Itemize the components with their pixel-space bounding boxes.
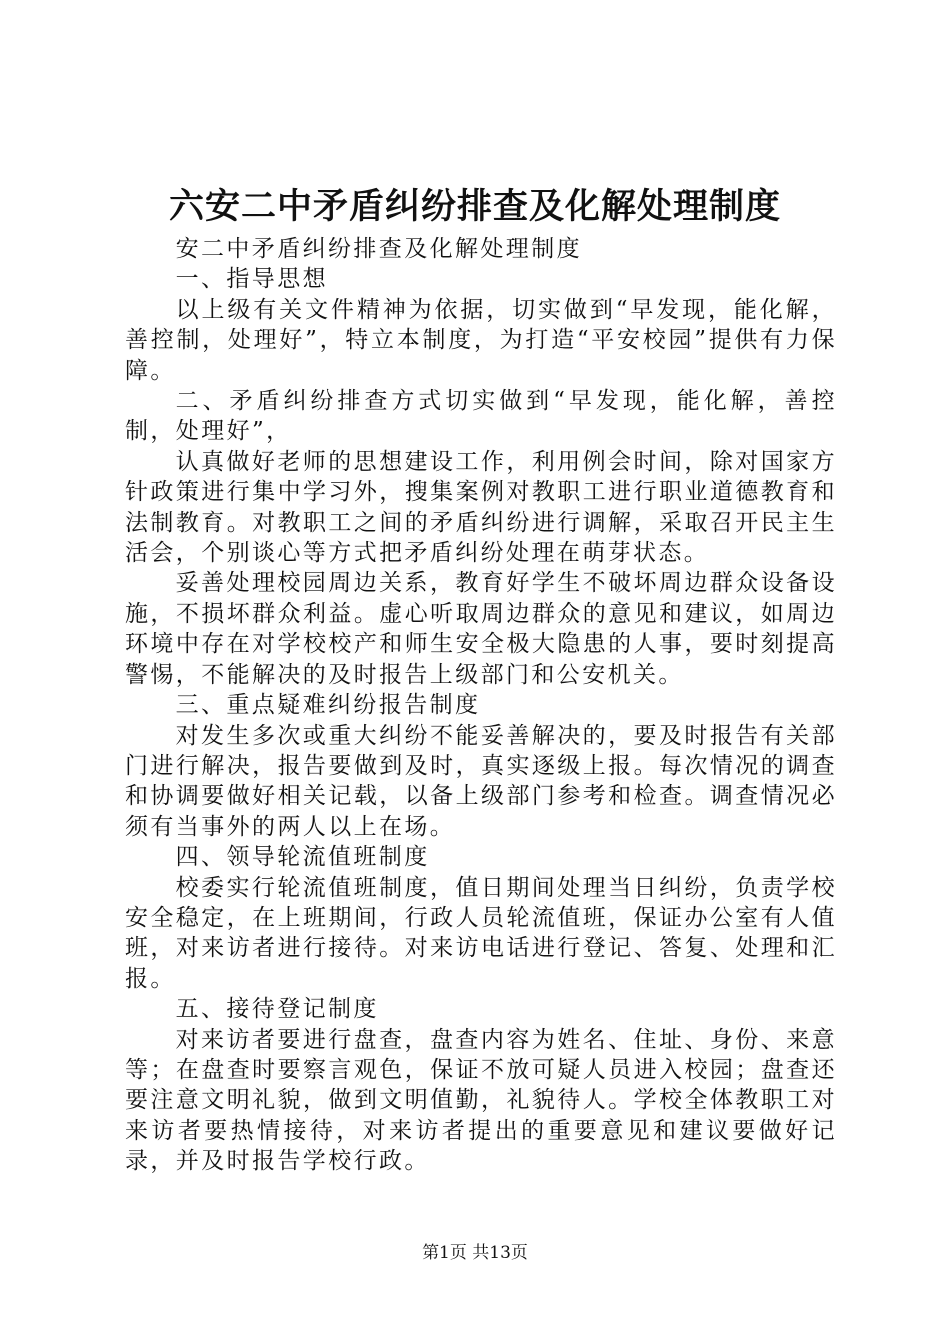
section-heading-2: 二、矛盾纠纷排查方式切实做到“早发现，能化解，善控制，处理好”，: [125, 388, 837, 445]
paragraph: 以上级有关文件精神为依据，切实做到“早发现，能化解，善控制，处理好”，特立本制度，为打造“平安校园”提供有力保障。: [125, 296, 837, 384]
paragraph: 妥善处理校园周边关系，教育好学生不破坏周边群众设备设施，不损坏群众利益。虚心听取周边群众的意见和建议，如周边环境中存在对学校校产和师生安全极大隐患的人事，要时刻提高警惕，不能解决的及时报告上级部门和公安机关。: [125, 570, 837, 688]
section-heading-1: 一、指导思想: [175, 266, 328, 293]
section-heading-5: 五、接待登记制度: [175, 996, 379, 1023]
paragraph: 对来访者要进行盘查，盘查内容为姓名、住址、身份、来意等；在盘查时要察言观色，保证不放可疑人员进入校园；盘查还要注意文明礼貌，做到文明值勤，礼貌待人。学校全体教职工对来访者要热情接待，对来访者提出的重要意见和建议要做好记录，并及时报告学校行政。: [125, 1026, 837, 1175]
document-body: [125, 234, 837, 1177]
paragraph: 对发生多次或重大纠纷不能妥善解决的，要及时报告有关部门进行解决，报告要做到及时，真实逐级上报。每次情况的调查和协调要做好相关记载，以备上级部门参考和检查。调查情况必须有当事外的两人以上在场。: [125, 722, 837, 840]
paragraph: 认真做好老师的思想建设工作，利用例会时间，除对国家方针政策进行集中学习外，搜集案例对教职工进行职业道德教育和法制教育。对教职工之间的矛盾纠纷进行调解，采取召开民主生活会，个别谈心等方式把矛盾纠纷处理在萌芽状态。: [125, 448, 837, 567]
paragraph: 校委实行轮流值班制度，值日期间处理当日纠纷，负责学校安全稳定，在上班期间，行政人员轮流值班，保证办公室有人值班，对来访者进行接待。对来访电话进行登记、答复、处理和汇报。: [125, 874, 837, 992]
document-title: 六安二中矛盾纠纷排查及化解处理制度: [168, 186, 781, 227]
paragraph-subtitle: 安二中矛盾纠纷排查及化解处理制度: [175, 236, 582, 262]
page-indicator: 第1页 共13页: [422, 1243, 528, 1263]
section-heading-3: 三、重点疑难纠纷报告制度: [175, 692, 481, 719]
section-heading-4: 四、领导轮流值班制度: [175, 844, 430, 871]
